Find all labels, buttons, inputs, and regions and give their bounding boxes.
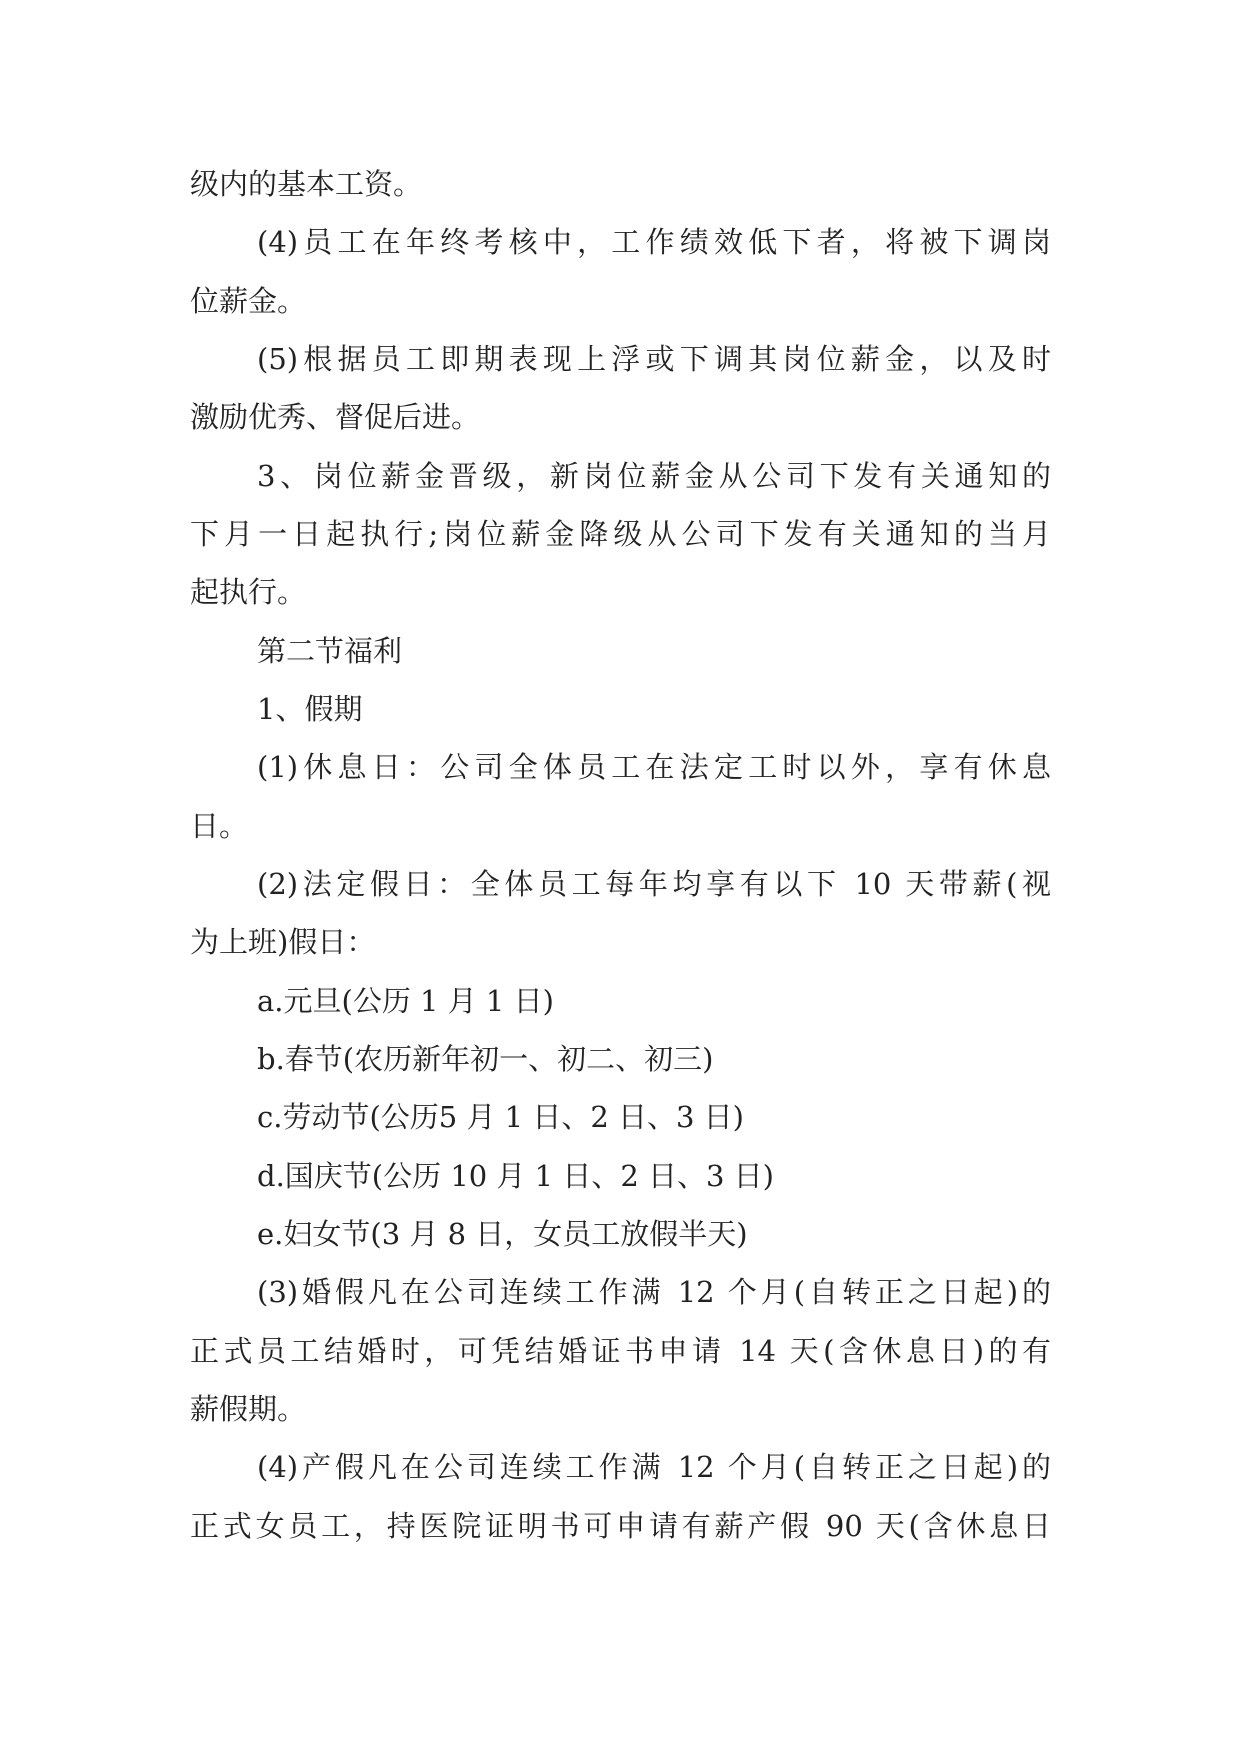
section-heading <box>190 622 1051 680</box>
paragraph <box>190 447 1051 622</box>
text-line: 薪假期。 <box>190 1391 307 1426</box>
text-line: 正式女员工，持医院证明书可申请有薪产假 90 天(含休息日 <box>190 1508 1051 1543</box>
text-line: (2)法定假日：全体员工每年均享有以下 10 天带薪(视 <box>257 866 1051 901</box>
text-line: 日。 <box>190 808 249 843</box>
list-item <box>190 972 1051 1030</box>
text-line: d.国庆节(公历 10 月 1 日、2 日、3 日) <box>257 1158 774 1193</box>
text-line: 为上班)假日： <box>190 925 376 960</box>
text-line: b.春节(农历新年初一、初二、初三) <box>257 1041 714 1076</box>
text-line: c.劳动节(公历5 月 1 日、2 日、3 日) <box>257 1100 744 1135</box>
text-line: 起执行。 <box>190 575 307 610</box>
list-item <box>190 1147 1051 1205</box>
text-line: 激励优秀、督促后进。 <box>190 400 481 435</box>
text-line: (3)婚假凡在公司连续工作满 12 个月(自转正之日起)的 <box>257 1275 1051 1310</box>
list-item <box>190 1030 1051 1088</box>
text-line: 3、岗位薪金晋级，新岗位薪金从公司下发有关通知的 <box>257 458 1051 493</box>
paragraph <box>190 738 1051 855</box>
text-line: 级内的基本工资。 <box>190 167 423 201</box>
text-line: 位薪金。 <box>190 283 307 318</box>
text-line: e.妇女节(3 月 8 日，女员工放假半天) <box>257 1216 748 1251</box>
section-heading <box>190 680 1051 738</box>
paragraph <box>190 155 1051 213</box>
document-body <box>190 155 1051 1555</box>
text-line: 第二节福利 <box>257 633 403 668</box>
text-line: 1、假期 <box>257 691 363 726</box>
paragraph <box>190 1438 1051 1555</box>
text-line: (1)休息日：公司全体员工在法定工时以外，享有休息 <box>257 750 1051 785</box>
paragraph <box>190 213 1051 330</box>
text-line: (5)根据员工即期表现上浮或下调其岗位薪金，以及时 <box>257 341 1051 376</box>
text-line: (4)产假凡在公司连续工作满 12 个月(自转正之日起)的 <box>257 1450 1051 1485</box>
text-line: 正式员工结婚时，可凭结婚证书申请 14 天(含休息日)的有 <box>190 1333 1051 1368</box>
text-line: (4)员工在年终考核中，工作绩效低下者，将被下调岗 <box>257 225 1051 260</box>
paragraph <box>190 855 1051 972</box>
paragraph <box>190 330 1051 447</box>
list-item <box>190 1088 1051 1146</box>
paragraph <box>190 1263 1051 1438</box>
text-line: 下月一日起执行;岗位薪金降级从公司下发有关通知的当月 <box>190 516 1051 551</box>
text-line: a.元旦(公历 1 月 1 日) <box>257 983 554 1018</box>
list-item <box>190 1205 1051 1263</box>
